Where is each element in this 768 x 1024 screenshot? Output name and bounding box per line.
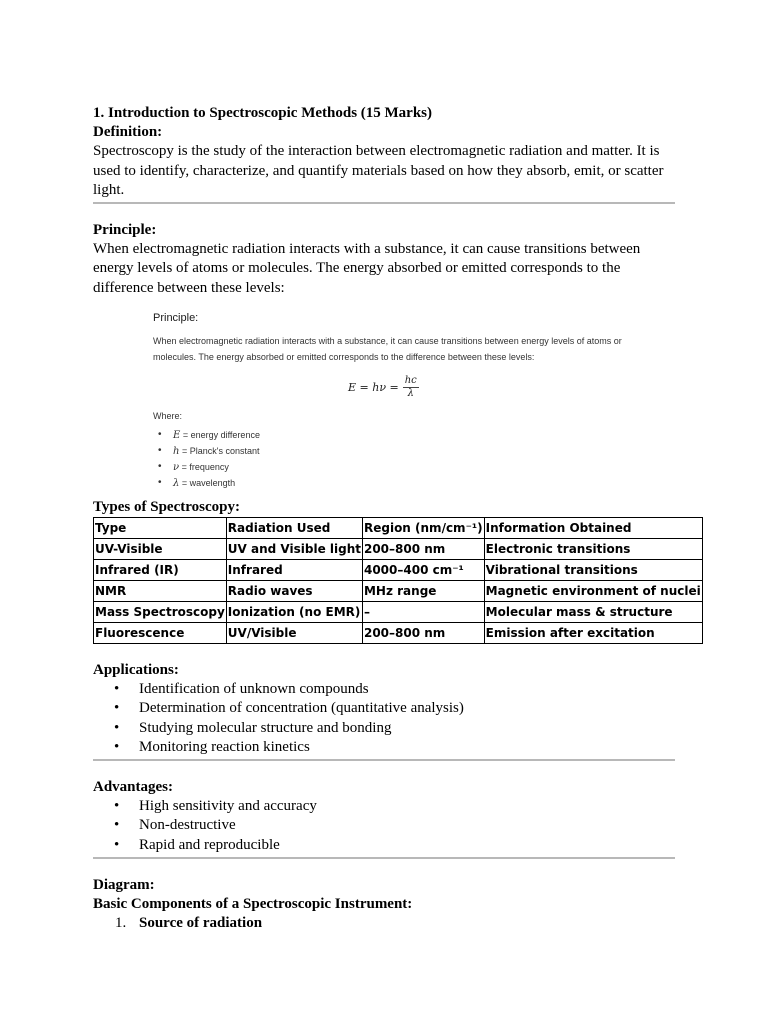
variable-item: [153, 475, 260, 491]
principle-text: When electromagnetic radiation interacts with a substance, it can cause transitions between energy levels of atoms or molecules. The energy absorbed or emitted corresponds to the difference between these levels:: [93, 241, 641, 296]
table-cell: Vibrational transitions: [484, 560, 702, 581]
table-cell: Mass Spectroscopy: [94, 602, 227, 623]
table-cell: UV and Visible light: [226, 539, 362, 560]
formula-numerator: hc: [404, 374, 417, 386]
list-item: [93, 914, 675, 933]
list-item: • Rapid and reproducible: [93, 836, 675, 855]
list-item: • Non-destructive: [93, 816, 675, 835]
table-header-cell: Type: [94, 518, 227, 539]
variable-list: [153, 427, 260, 491]
energy-formula: [348, 375, 419, 400]
table-header-row: [94, 518, 703, 539]
table-row: [94, 560, 703, 581]
document-page: [93, 104, 701, 933]
formula-lhs: E = hν =: [348, 380, 399, 394]
spectroscopy-table: [93, 517, 703, 644]
principle-image-heading: Principle:: [153, 311, 199, 324]
table-cell: Infrared (IR): [94, 560, 227, 581]
variable-item: [153, 443, 260, 459]
table-header-cell: Radiation Used: [226, 518, 362, 539]
table-cell: Radio waves: [226, 581, 362, 602]
variable-item: [153, 427, 260, 443]
list-item: • Identification of unknown compounds: [93, 680, 675, 699]
types-heading: Types of Spectroscopy:: [93, 498, 240, 515]
formula-fraction: [403, 375, 419, 400]
advantages-list: [93, 797, 675, 855]
list-item: • Determination of concentration (quantitative analysis): [93, 699, 675, 718]
principle-heading: Principle:: [93, 222, 157, 239]
table-row: [94, 539, 703, 560]
table-cell: Magnetic environment of nuclei: [484, 581, 702, 602]
table-cell: NMR: [94, 581, 227, 602]
variable-desc: = wavelength: [179, 477, 236, 488]
definition-text: Spectroscopy is the study of the interaction between electromagnetic radiation and matter. It is used to identify, characterize, and quantify materials based on how they absorb, emit, or scatter light.: [93, 143, 664, 198]
table-cell: Ionization (no EMR): [226, 602, 362, 623]
table-row: [94, 602, 703, 623]
where-label: Where:: [153, 410, 183, 421]
table-row: [94, 623, 703, 644]
components-list: [93, 914, 675, 933]
table-cell: MHz range: [362, 581, 484, 602]
variable-symbol: λ: [173, 477, 180, 489]
table-cell: Electronic transitions: [484, 539, 702, 560]
principle-image-text: When electromagnetic radiation interacts with a substance, it can cause transitions between energy levels of atoms or molecules. The energy absorbed or emitted corresponds to the difference between these levels:: [153, 335, 622, 362]
variable-desc: = Planck's constant: [179, 445, 260, 456]
table-cell: –: [362, 602, 484, 623]
variable-item: [153, 459, 260, 475]
table-cell: Emission after excitation: [484, 623, 702, 644]
item-number: 1.: [115, 915, 127, 932]
table-cell: Fluorescence: [94, 623, 227, 644]
section-title: 1. Introduction to Spectroscopic Methods (15 Marks): [93, 105, 433, 121]
advantages-heading: Advantages:: [93, 779, 174, 796]
definition-heading: Definition:: [93, 124, 163, 141]
table-cell: Infrared: [226, 560, 362, 581]
applications-list: [93, 680, 675, 757]
formula-denominator: λ: [407, 387, 414, 399]
variable-symbol: ν: [173, 461, 180, 473]
variable-symbol: h: [173, 445, 180, 457]
table-cell: 4000–400 cm⁻¹: [362, 560, 484, 581]
principle-image: [153, 312, 623, 490]
variable-desc: = energy difference: [180, 429, 260, 440]
table-cell: Molecular mass & structure: [484, 602, 702, 623]
variable-desc: = frequency: [179, 461, 229, 472]
list-item: • Studying molecular structure and bonding: [93, 719, 675, 738]
table-cell: 200–800 nm: [362, 623, 484, 644]
item-label: Source of radiation: [139, 915, 263, 932]
table-header-cell: Information Obtained: [484, 518, 702, 539]
table-cell: UV-Visible: [94, 539, 227, 560]
variable-symbol: E: [173, 429, 181, 441]
diagram-heading: Diagram:: [93, 876, 155, 893]
table-cell: UV/Visible: [226, 623, 362, 644]
diagram-subheading: Basic Components of a Spectroscopic Instrument:: [93, 896, 413, 913]
list-item: • High sensitivity and accuracy: [93, 797, 675, 816]
list-item: • Monitoring reaction kinetics: [93, 738, 675, 757]
table-header-cell: Region (nm/cm⁻¹): [362, 518, 484, 539]
table-row: [94, 581, 703, 602]
applications-heading: Applications:: [93, 662, 179, 679]
table-cell: 200–800 nm: [362, 539, 484, 560]
